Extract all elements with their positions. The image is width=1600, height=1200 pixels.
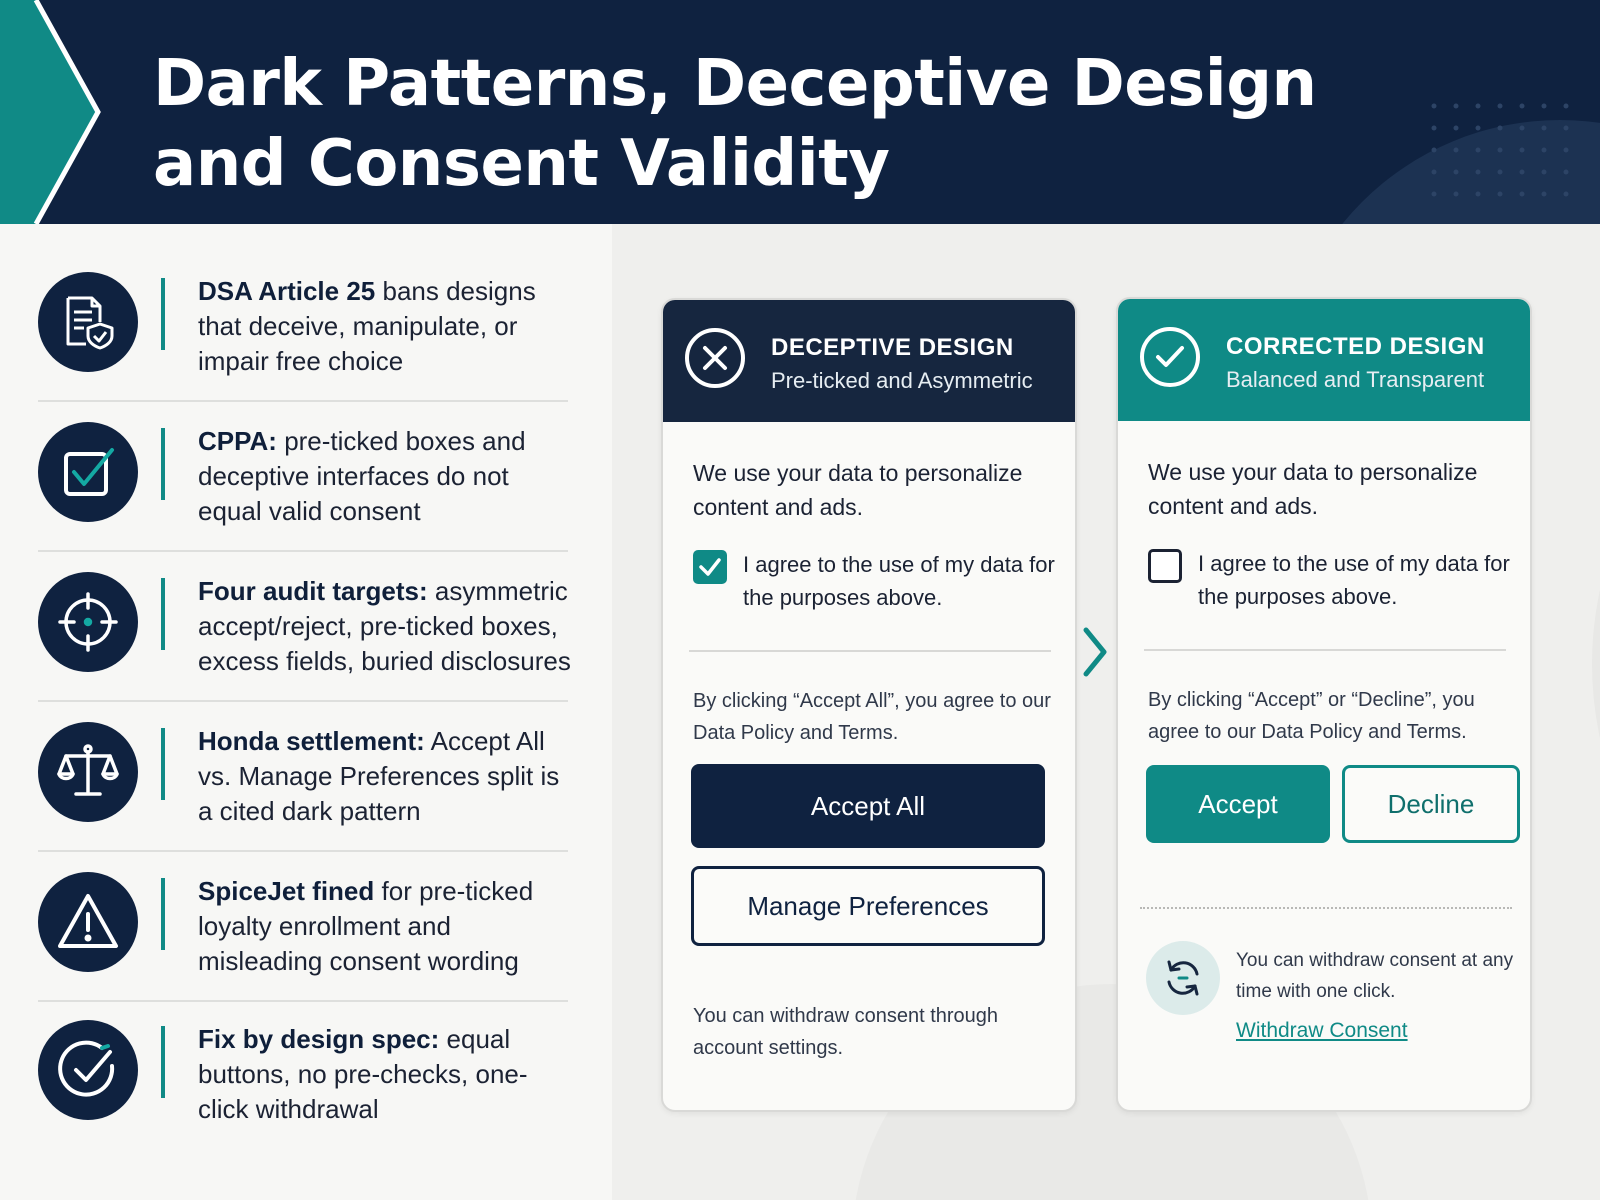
deceptive-design-card [661,298,1077,1112]
card-header [663,300,1075,422]
card-title: DECEPTIVE DESIGN [771,334,1014,361]
withdraw-notice: You can withdraw consent at any time with one click. [1236,950,1514,1002]
chevron-right-icon [1080,626,1110,690]
key-point-audit-targets [38,554,571,702]
divider [38,850,568,852]
consent-checkbox-label: I agree to the use of my data for the purposes above. [743,552,1055,610]
accent-bar [161,728,165,800]
key-point-cppa [38,404,568,552]
key-point-text: Four audit targets: asymmetric accept/reject, pre-ticked boxes, excess fields, buried disclosures [198,576,571,676]
key-point-honda [38,704,568,852]
key-point-text: DSA Article 25 bans designs that deceive, manipulate, or impair free choice [198,276,536,376]
withdraw-notice: You can withdraw consent through account settings. [693,1005,999,1059]
consent-checkbox-unchecked[interactable] [1148,549,1182,583]
consent-checkbox-label: I agree to the use of my data for the purposes above. [1198,551,1510,609]
key-point-fix-by-design [38,1002,568,1150]
scales-icon [38,722,138,822]
withdraw-consent-link[interactable]: Withdraw Consent [1236,1019,1408,1042]
checkmark-icon [693,550,727,584]
card-header [1118,299,1530,421]
divider [38,700,568,702]
divider [38,550,568,552]
accent-bar [161,1026,165,1098]
x-circle-icon [685,328,745,388]
accent-bar [161,578,165,650]
consent-description: We use your data to personalize content and ads. [1148,459,1478,519]
refresh-icon [1146,941,1220,1015]
crosshair-icon [38,572,138,672]
key-point-spicejet [38,854,568,1002]
consent-description: We use your data to personalize content and ads. [693,460,1023,520]
check-circle-icon [1140,327,1200,387]
warning-icon [38,872,138,972]
key-point-text: Fix by design spec: equal buttons, no pre-checks, one-click withdrawal [198,1024,528,1124]
manage-preferences-button[interactable]: Manage Preferences [691,866,1045,946]
card-subtitle: Pre-ticked and Asymmetric [771,368,1033,393]
decline-button[interactable]: Decline [1342,765,1520,843]
corrected-design-card [1116,297,1532,1112]
key-point-text: CPPA: pre-ticked boxes and deceptive interfaces do not equal valid consent [198,426,526,526]
dot-grid-decoration [1430,100,1570,200]
card-title: CORRECTED DESIGN [1226,333,1485,360]
decorative-circle [1592,314,1600,1014]
key-points-panel [0,224,612,1200]
key-point-text: Honda settlement: Accept All vs. Manage Preferences split is a cited dark pattern [198,726,560,826]
policy-notice: By clicking “Accept All”, you agree to our Data Policy and Terms. [693,690,1051,744]
checkbox-icon [38,422,138,522]
key-point-text: SpiceJet fined for pre-ticked loyalty enrollment and misleading consent wording [198,876,534,976]
header-banner [0,0,1600,224]
accent-bar [161,428,165,500]
policy-notice: By clicking “Accept” or “Decline”, you agree to our Data Policy and Terms. [1148,689,1475,743]
accent-bar [161,278,165,350]
card-subtitle: Balanced and Transparent [1226,367,1485,392]
accent-bar [161,878,165,950]
accept-all-button[interactable]: Accept All [691,764,1045,848]
accept-button[interactable]: Accept [1146,765,1330,843]
check-circle-icon [38,1020,138,1120]
page-title: Dark Patterns, Deceptive Design and Consent Validity [153,47,1317,201]
divider [689,650,1051,652]
key-point-dsa [38,254,568,402]
dotted-divider [1140,907,1512,909]
divider [1144,649,1506,651]
header-arrow-icon [0,0,110,224]
divider [38,400,568,402]
document-shield-icon [38,272,138,372]
consent-checkbox-checked[interactable] [693,550,727,584]
